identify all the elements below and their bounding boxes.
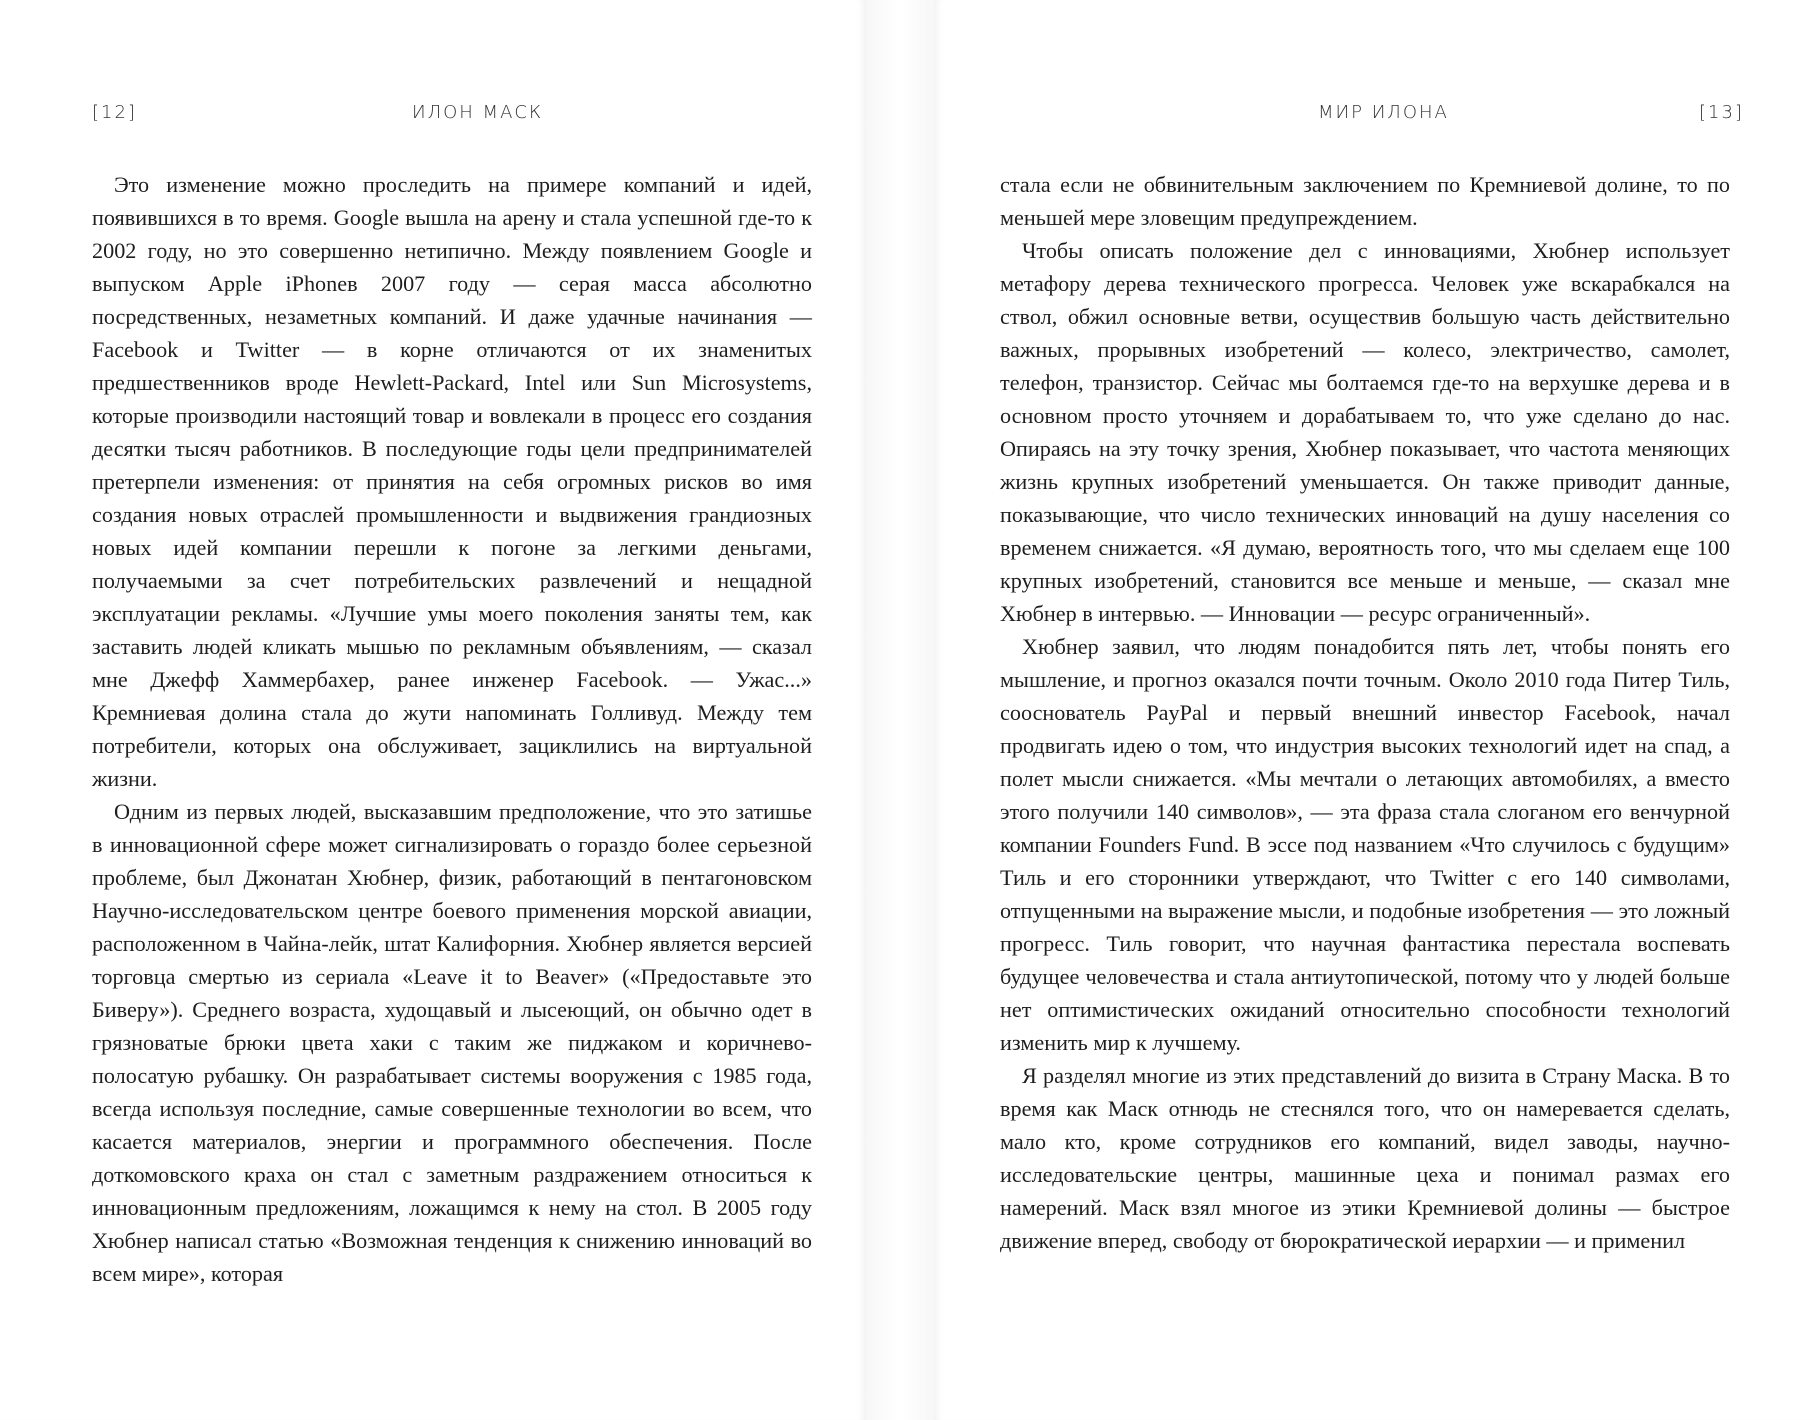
left-page-number: [12] [92,102,137,123]
left-page-body [92,168,812,1290]
right-running-title: МИР ИЛОНА [1318,102,1449,123]
right-page-number: [13] [1699,102,1744,123]
right-paragraph-4: Я разделял многие из этих представлений до визита в Страну Маска. В то время как Маск отнюдь не стеснялся того, что он намеревается сделать, мало кто, кроме сотрудников его компаний, видел заводы, научно-исследовательские центры, машинные цеха и понимал размах его намерений. Маск взял многое из этики Кремниевой долины — быстрое движение вперед, свободу от бюрократической иерархии — и применил [1000,1063,1730,1253]
right-paragraph-3: Хюбнер заявил, что людям понадобится пять лет, чтобы понять его мышление, и прогноз оказался почти точным. Около 2010 года Питер Тиль, сооснователь PayPal и первый внешний инвестор Facebook, начал продвигать идею о том, что индустрия высоких технологий идет на спад, а полет мысли снижается. «Мы мечтали о летающих автомобилях, а вместо этого получили 140 символов», — эта фраза стала слоганом его венчурной компании Founders Fund. В эссе под названием «Что случилось с будущим» Тиль и его сторонники утверждают, что Twitter с его 140 символами, отпущенными на выражение мысли, и подобные изобретения — это ложный прогресс. Тиль говорит, что научная фантастика перестала воспевать будущее человечества и стала антиутопической, потому что у людей больше нет оптимистических ожиданий относительно способности технологий изменить мир к лучшему. [1000,634,1730,1055]
left-paragraph-1: Это изменение можно проследить на примере компаний и идей, появившихся в то время. Google вышла на арену и стала успешной где-то к 2002 году, но это совершенно нетипично. Между появлением Google и выпуском Apple iPhoneв 2007 году — серая масса абсолютно посредственных, незаметных компаний. И даже удачные начинания — Facebook и Twitter — в корне отличаются от их знаменитых предшественников вроде Hewlett-Packard, Intel или Sun Microsystems, которые производили настоящий товар и вовлекали в процесс его создания десятки тысяч работников. В последующие годы цели предпринимателей претерпели изменения: от принятия на себя огромных рисков во имя создания новых отраслей промышленности и выдвижения грандиозных новых идей компании перешли к погоне за легкими деньгами, получаемыми за счет потребительских развлечений и нещадной эксплуатации рекламы. «Лучшие умы моего поколения заняты тем, как заставить людей кликать мышью по рекламным объявлениям, — сказал мне Джефф Хаммербахер, ранее инженер Facebook. — Ужас...» Кремниевая долина стала до жути напоминать Голливуд. Между тем потребители, которых она обслуживает, зациклились на виртуальной жизни. [92,172,812,791]
right-paragraph-2: Чтобы описать положение дел с инновациями, Хюбнер использует метафору дерева технического прогресса. Человек уже вскарабкался на ствол, обжил основные ветви, осуществив большую часть действительно важных, прорывных изобретений — колесо, электричество, самолет, телефон, транзистор. Сейчас мы болтаемся где-то на верхушке дерева и в основном просто уточняем и дорабатываем то, что уже сделано до нас. Опираясь на эту точку зрения, Хюбнер показывает, что частота меняющих жизнь крупных изобретений уменьшается. Он также приводит данные, показывающие, что число технических инноваций на душу населения со временем снижается. «Я думаю, вероятность того, что мы сделаем еще 100 крупных изобретений, становится все меньше и меньше, — сказал мне Хюбнер в интервью. — Инновации — ресурс ограниченный». [1000,238,1730,626]
left-running-title: ИЛОН МАСК [412,102,544,123]
left-paragraph-2: Одним из первых людей, высказавшим предположение, что это затишье в инновационной сфере может сигнализировать о гораздо более серьезной проблеме, был Джонатан Хюбнер, физик, работающий в пентагоновском Научно-исследовательском центре боевого применения морской авиации, расположенном в Чайна-лейк, штат Калифорния. Хюбнер является версией торговца смертью из сериала «Leave it to Beaver» («Предоставьте это Биверу»). Среднего возраста, худощавый и лысеющий, он обычно одет в грязноватые брюки цвета хаки с таким же пиджаком и коричнево-полосатую рубашку. Он разрабатывает системы вооружения с 1985 года, всегда используя последние, самые совершенные технологии во всем, что касается материалов, энергии и программного обеспечения. После доткомовского краха он стал с заметным раздражением относиться к инновационным предложениям, ложащимся к нему на стол. В 2005 году Хюбнер написал статью «Возможная тенденция к снижению инноваций во всем мире», которая [92,799,812,1286]
book-gutter [866,0,934,1420]
right-paragraph-1: стала если не обвинительным заключением по Кремниевой долине, то по меньшей мере зловещим предупреждением. [1000,172,1730,230]
right-page-body [1000,168,1730,1257]
